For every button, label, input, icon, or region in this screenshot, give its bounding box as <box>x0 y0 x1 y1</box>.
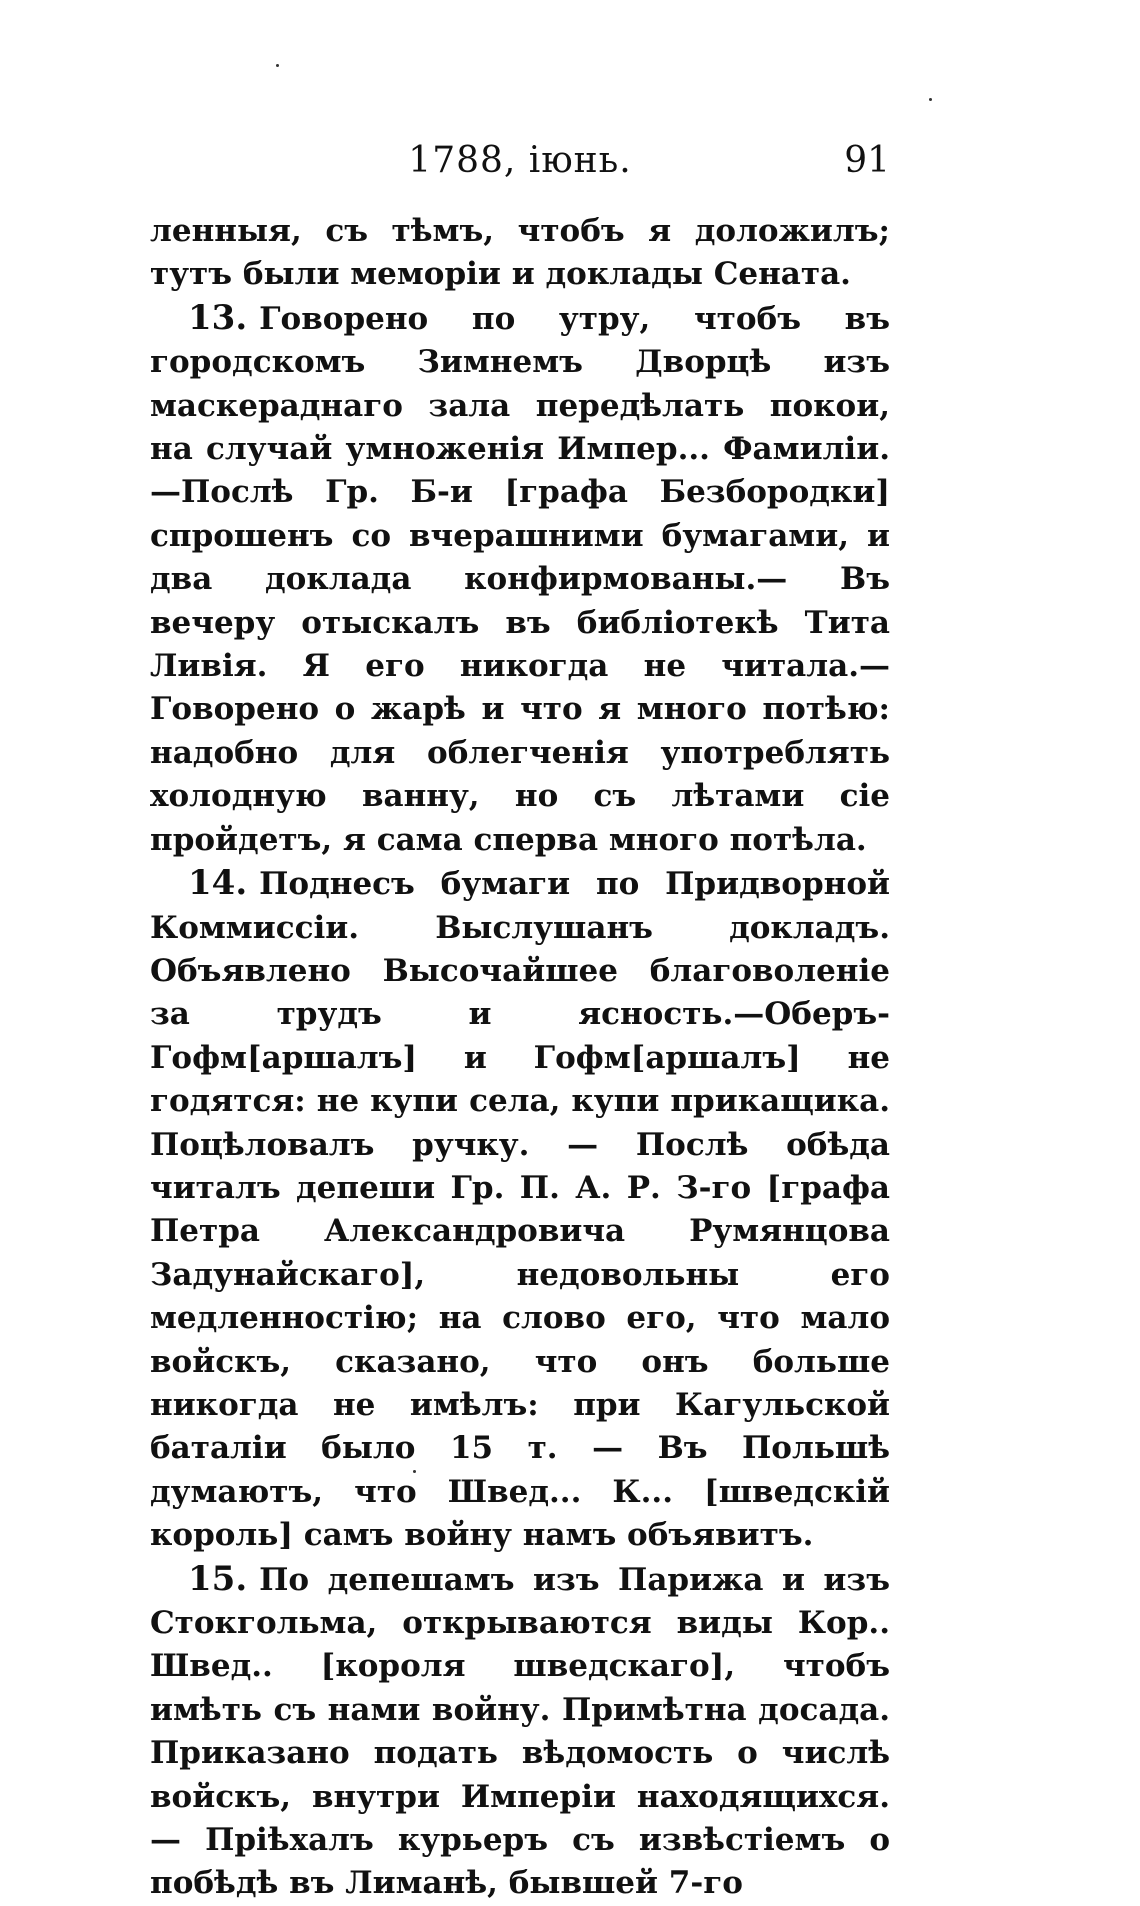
entry-text: По депешамъ изъ Парижа и изъ Стокгольма, открываются виды Кор.. Швед.. [короля шведскаго], чтобъ имѣть съ нами войну. Примѣтна досада. Приказано подать вѣдомость о числѣ войскъ, внутри Имперіи находящихся. — Пріѣхалъ курьеръ съ извѣстіемъ о побѣдѣ въ Лиманѣ, бывшей 7-го <box>150 1561 890 1902</box>
entry-number: 15. <box>188 1558 248 1599</box>
diary-entry <box>150 1558 890 1906</box>
page-body <box>150 210 890 1906</box>
entry-text: Поднесъ бумаги по Придворной Коммиссіи. Выслушанъ докладъ. Объявлено Высочайшее благоволеніе за трудъ и ясность.—Оберъ-Гофм[аршалъ] и Гофм[аршалъ] не годятся: не купи села, купи прикащика. Поцѣловалъ ручку. — Послѣ обѣда читалъ депеши Гр. П. А. Р. З-го [графа Петра Александровича Румянцова Задунайскаго], недовольны его медленностію; на слово его, что мало войскъ, сказано, что онъ больше никогда не имѣлъ: при Кагульской баталіи было 15 т. — Въ Польшѣ думаютъ, что Швед... К... [шведскій король] самъ войну намъ объявитъ. <box>150 866 890 1554</box>
page-number: 91 <box>844 140 890 181</box>
running-header <box>150 140 890 190</box>
print-speck <box>929 98 932 101</box>
diary-entry <box>150 862 890 1558</box>
entry-number: 14. <box>188 863 248 904</box>
entry-text: Говорено по утру, чтобъ въ городскомъ Зимнемъ Дворцѣ изъ маскераднаго зала передѣлать покои, на случай умноженія Импер... Фамиліи.—Послѣ Гр. Б-и [графа Безбородки] спрошенъ со вчерашними бумагами, и два доклада конфирмованы.— Въ вечеру отыскалъ въ библіотекѣ Тита Ливія. Я его никогда не читала.—Говорено о жарѣ и что я много потѣю: надобно для облегченія употреблять холодную ванну, но съ лѣтами сіе пройдетъ, я сама сперва много потѣла. <box>150 300 890 858</box>
continued-paragraph: ленныя, съ тѣмъ, чтобъ я доложилъ; тутъ были меморіи и доклады Сената. <box>150 213 890 293</box>
diary-entry <box>150 297 890 862</box>
running-title: 1788, іюнь. <box>408 140 632 181</box>
print-speck <box>276 64 279 67</box>
entry-number: 13. <box>188 297 248 338</box>
